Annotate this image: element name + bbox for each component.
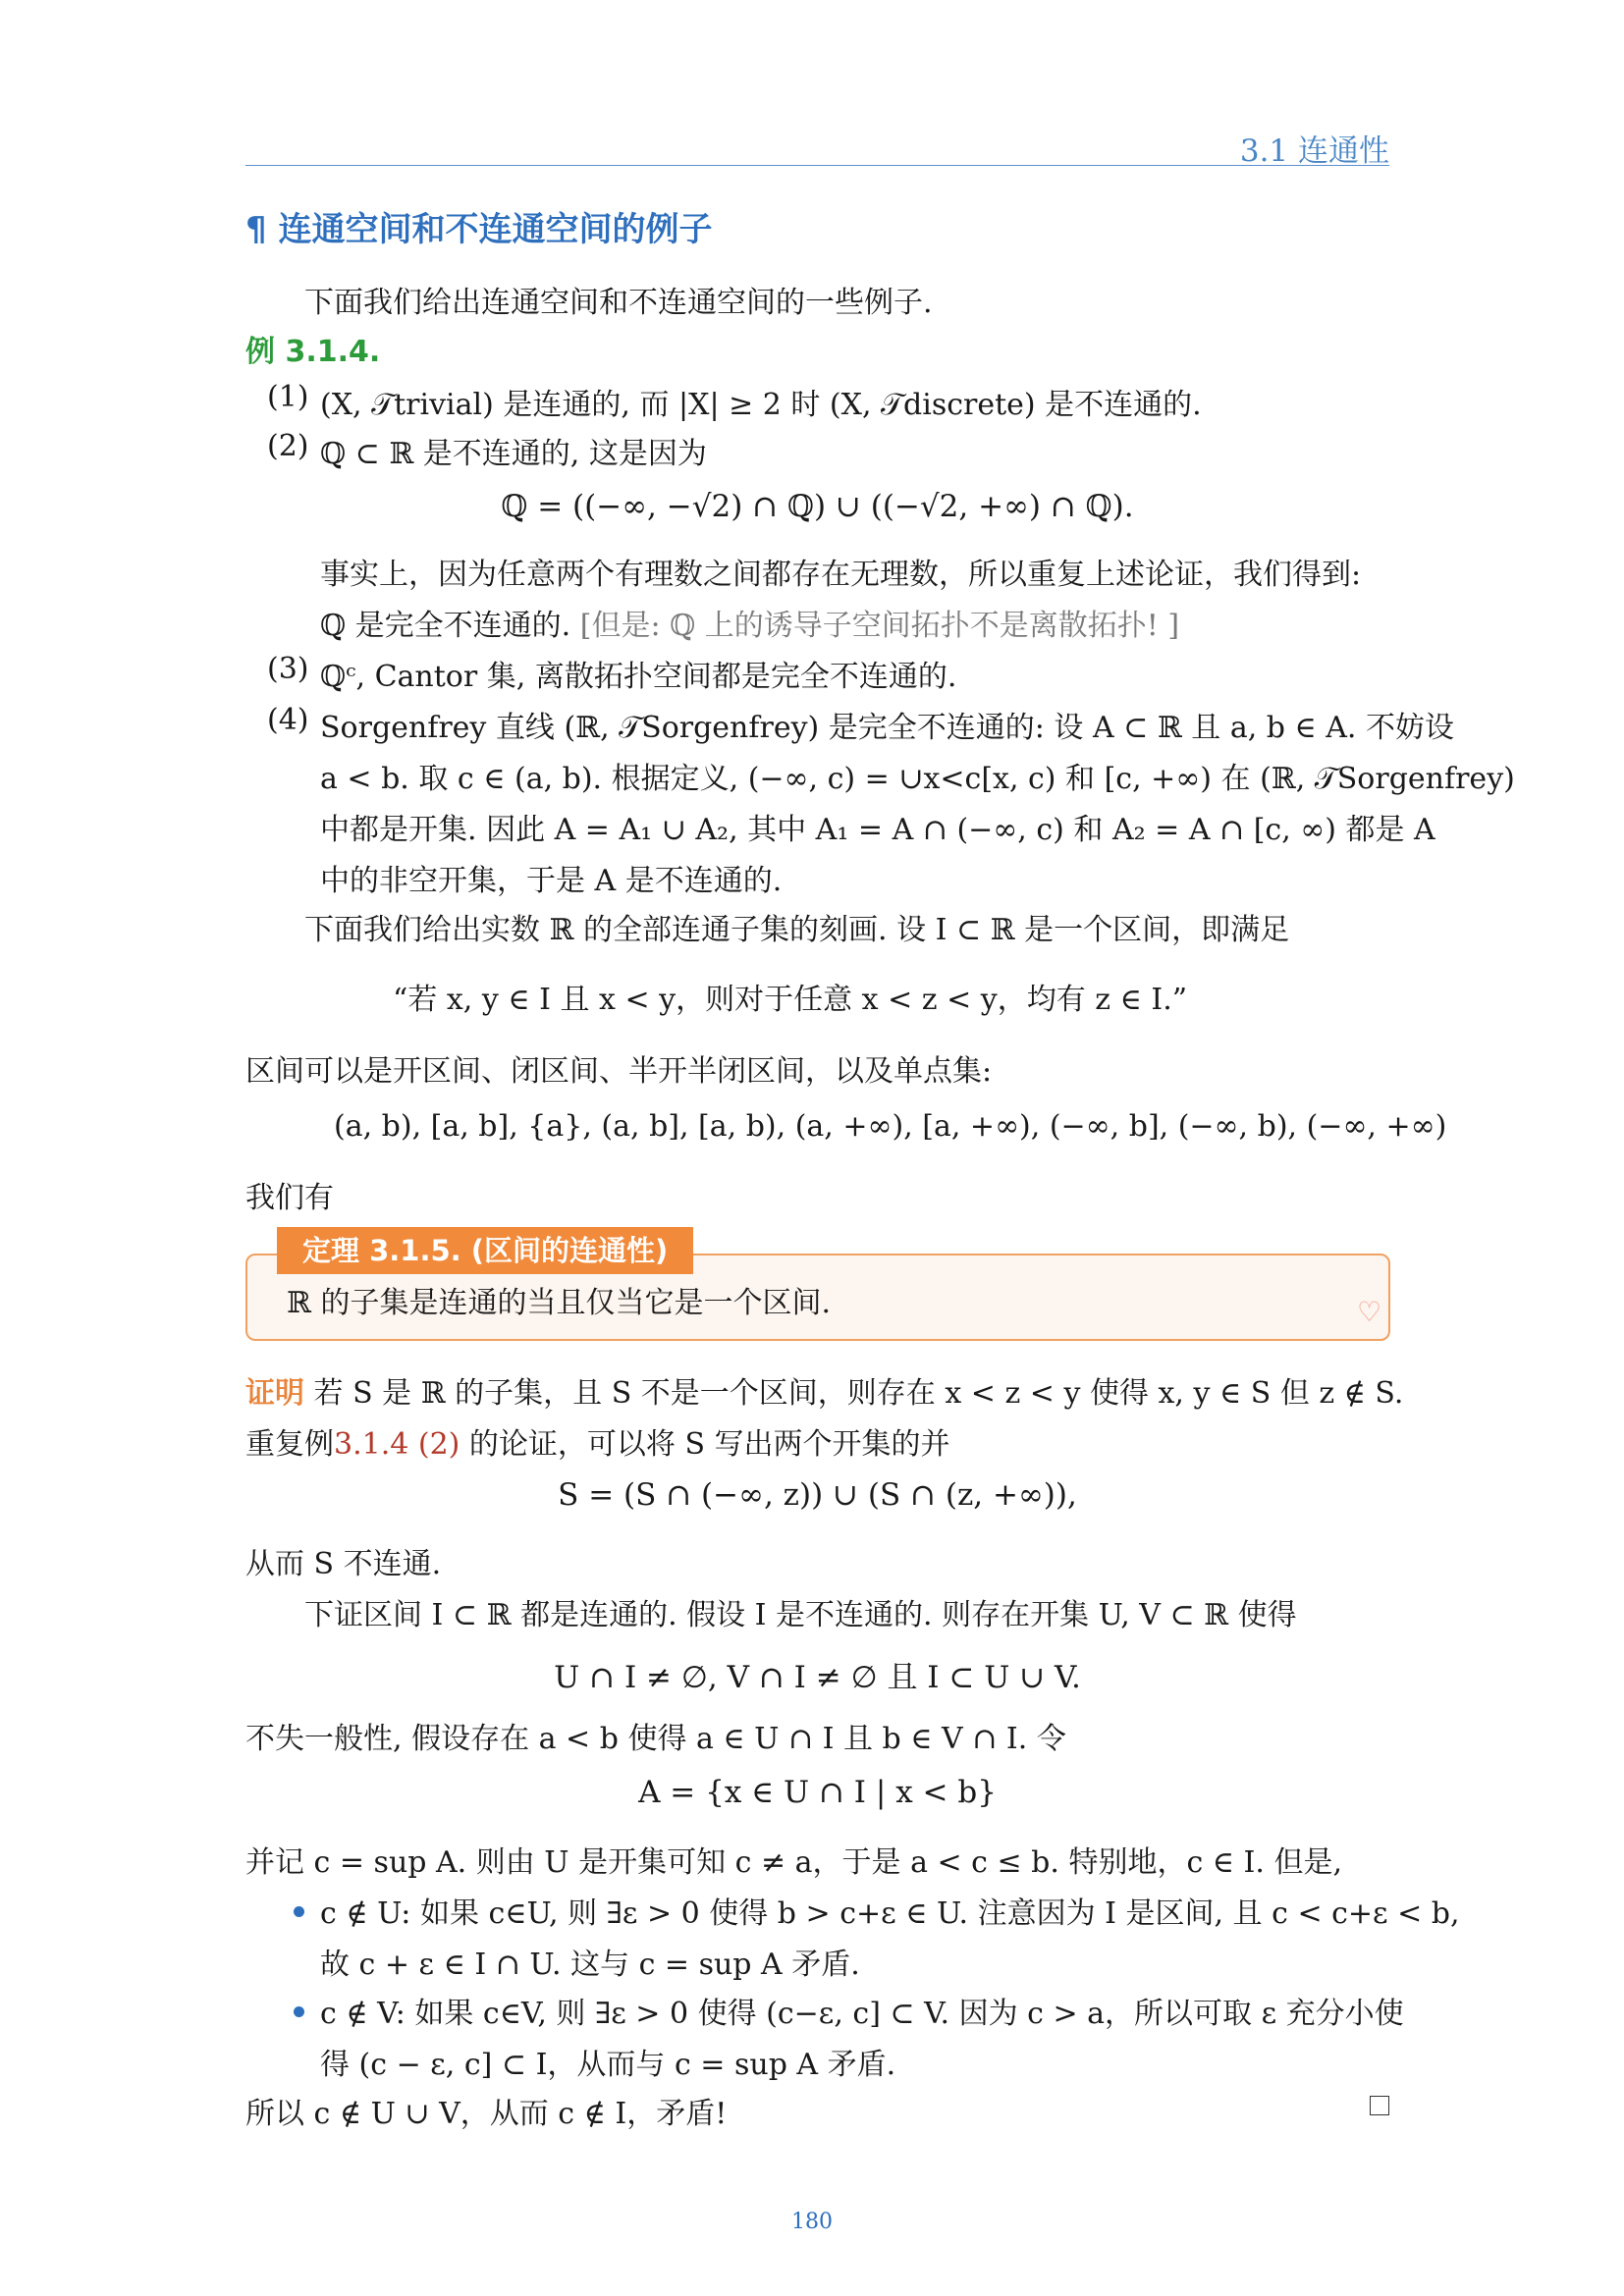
equation-q-disconnected: ℚ = ((−∞, −√2) ∩ ℚ) ∪ ((−√2, +∞) ∩ ℚ). xyxy=(501,489,1134,524)
proof-line-1-text: 若 S 是 ℝ 的子集，且 S 不是一个区间，则存在 x < z < y 使得 x, y ∈ S 但 z ∉ S. xyxy=(313,1376,1404,1411)
section-title: ¶ 连通空间和不连通空间的例子 xyxy=(245,210,713,249)
intro-text: 下面我们给出连通空间和不连通空间的一些例子. xyxy=(304,286,933,320)
heart-icon: ♡ xyxy=(1357,1296,1382,1328)
we-have-text: 我们有 xyxy=(245,1181,334,1215)
qed-square-icon xyxy=(1370,2096,1389,2115)
bullet-icon xyxy=(294,2006,304,2017)
proof-line-1 xyxy=(245,1368,1403,1412)
equation-set-a: A = {x ∈ U ∩ I | x < b} xyxy=(638,1775,997,1810)
example-item-4-line-3: 中都是开集. 因此 A = A₁ ∪ A₂, 其中 A₁ = A ∩ (−∞, c) 和 A₂ = A ∩ [c, ∞) 都是 A xyxy=(320,813,1435,847)
theorem-title: 定理 3.1.5. (区间的连通性) xyxy=(277,1227,693,1274)
header-rule xyxy=(245,165,1389,166)
page-number: 180 xyxy=(791,2210,833,2234)
example-item-3-num: (3) xyxy=(267,652,309,686)
proof-line-5: 不失一般性, 假设存在 a < b 使得 a ∈ U ∩ I 且 b ∈ V ∩ I. 令 xyxy=(245,1722,1066,1756)
example-item-1-text: (X, 𝒯trivial) 是连通的, 而 |X| ≥ 2 时 (X, 𝒯discrete) 是不连通的. xyxy=(320,388,1202,422)
bullet-2-line-2: 得 (c − ε, c] ⊂ I，从而与 c = sup A 矛盾. xyxy=(320,2048,896,2082)
bullet-1-line-1: c ∉ U: 如果 c∈U, 则 ∃ε > 0 使得 b > c+ε ∈ U. 注意因为 I 是区间, 且 c < c+ε < b, xyxy=(320,1896,1460,1931)
example-item-4-line-4: 中的非空开集，于是 A 是不连通的. xyxy=(320,864,783,898)
fact-remark: [但是: ℚ 上的诱导子空间拓扑不是离散拓扑! ] xyxy=(579,609,1180,643)
example-item-2-text: ℚ ⊂ ℝ 是不连通的, 这是因为 xyxy=(320,437,707,471)
example-reference-link[interactable]: 3.1.4 (2) xyxy=(334,1427,460,1462)
interval-definition-quote: “若 x, y ∈ I 且 x < y，则对于任意 x < z < y，均有 z ∈ I.” xyxy=(393,983,1188,1017)
proof-line-6: 并记 c = sup A. 则由 U 是开集可知 c ≠ a，于是 a < c ≤ b. 特别地，c ∈ I. 但是, xyxy=(245,1845,1342,1880)
equation-s-union: S = (S ∩ (−∞, z)) ∪ (S ∩ (z, +∞)), xyxy=(558,1477,1077,1513)
example-item-4-line-1: Sorgenfrey 直线 (ℝ, 𝒯Sorgenfrey) 是完全不连通的: 设 A ⊂ ℝ 且 a, b ∈ A. 不妨设 xyxy=(320,711,1454,745)
bullet-1-line-2: 故 c + ε ∈ I ∩ U. 这与 c = sup A 矛盾. xyxy=(320,1948,860,1982)
fact-line-2-main: ℚ 是完全不连通的. xyxy=(320,609,580,643)
fact-line-1: 事实上，因为任意两个有理数之间都存在无理数，所以重复上述论证，我们得到: xyxy=(320,558,1362,592)
proof-line-4: 下证区间 I ⊂ ℝ 都是连通的. 假设 I 是不连通的. 则存在开集 U, V ⊂ ℝ 使得 xyxy=(304,1598,1297,1632)
theorem-statement: ℝ 的子集是连通的当且仅当它是一个区间. xyxy=(287,1286,832,1320)
proof-line-2-start: 重复例 xyxy=(245,1427,334,1462)
proof-line-2-end: 的论证，可以将 S 写出两个开集的并 xyxy=(460,1427,950,1462)
example-item-1-num: (1) xyxy=(267,380,309,414)
running-header: 3.1 连通性 xyxy=(1239,133,1389,169)
interval-list: (a, b), [a, b], {a}, (a, b], [a, b), (a, +∞), [a, +∞), (−∞, b], (−∞, b), (−∞, +∞) xyxy=(334,1109,1447,1144)
proof-line-2 xyxy=(245,1419,950,1463)
proof-line-3: 从而 S 不连通. xyxy=(245,1547,442,1581)
bullet-2-line-1: c ∉ V: 如果 c∈V, 则 ∃ε > 0 使得 (c−ε, c] ⊂ V. 因为 c > a，所以可取 ε 充分小使 xyxy=(320,1997,1404,2031)
example-item-2-num: (2) xyxy=(267,429,309,463)
proof-label: 证明 xyxy=(245,1376,304,1411)
example-item-3-text: ℚᶜ, Cantor 集, 离散拓扑空间都是完全不连通的. xyxy=(320,660,957,694)
example-item-4-line-2: a < b. 取 c ∈ (a, b). 根据定义, (−∞, c) = ∪x<c[x, c) 和 [c, +∞) 在 (ℝ, 𝒯Sorgenfrey) xyxy=(320,762,1515,796)
equation-uv-cover: U ∩ I ≠ ∅, V ∩ I ≠ ∅ 且 I ⊂ U ∪ V. xyxy=(554,1660,1081,1695)
bullet-icon xyxy=(294,1906,304,1917)
proof-conclusion: 所以 c ∉ U ∪ V，从而 c ∉ I，矛盾! xyxy=(245,2097,728,2131)
example-label: 例 3.1.4. xyxy=(245,335,381,369)
fact-line-2 xyxy=(320,601,1179,644)
example-item-4-num: (4) xyxy=(267,703,309,737)
interval-intro: 下面我们给出实数 ℝ 的全部连通子集的刻画. 设 I ⊂ ℝ 是一个区间，即满足 xyxy=(304,913,1290,947)
interval-kinds: 区间可以是开区间、闭区间、半开半闭区间，以及单点集: xyxy=(245,1054,993,1089)
